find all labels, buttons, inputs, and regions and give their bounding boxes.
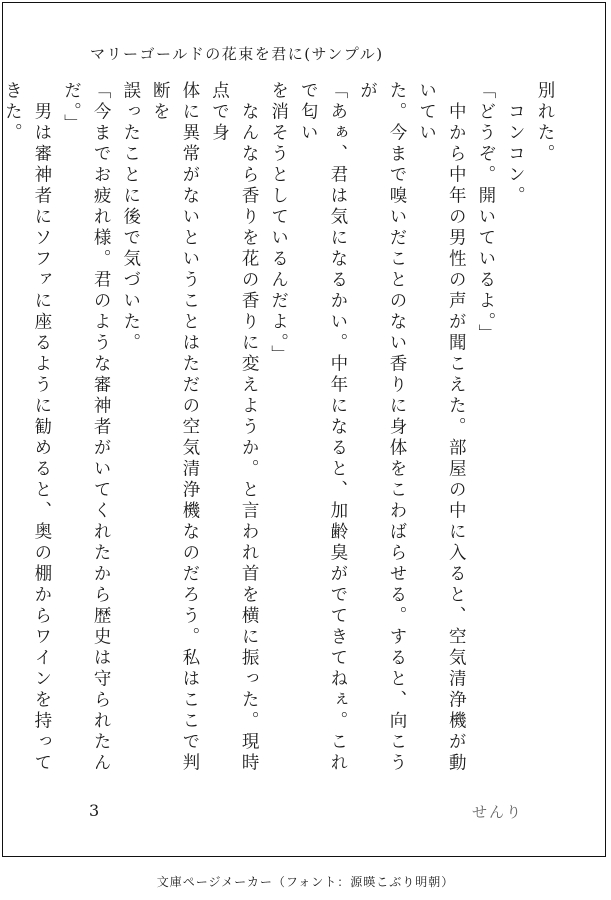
running-header-title: マリーゴールドの花束を君に(サンプル)	[90, 45, 384, 63]
text-line-4: 中から中年の男性の声が聞こえた。部屋の中に入ると、空気清浄機が動いてい	[416, 81, 467, 774]
page-number: 3	[89, 801, 100, 820]
text-line-2: コンコン。	[505, 81, 526, 207]
text-line-11: 「今までお疲れ様。君のような審神者がいてくれたから歴史は守られたんだ。」	[61, 81, 112, 774]
vertical-body-text	[2, 81, 559, 781]
text-line-1: 別れた。	[535, 81, 555, 165]
text-line-10: 誤ったことに後で気づいた。	[120, 81, 141, 354]
text-line-3: 「どうぞ。開いているよ。」	[475, 81, 496, 346]
page-frame	[2, 2, 606, 857]
text-line-6: 「あぁ、君は気になるかい。中年になると、加齢臭がでてきてねぇ。これで匂い	[298, 81, 348, 774]
text-line-9: 体に異常がないということはただの空気清浄機なのだろう。私はここで判断を	[150, 81, 200, 774]
text-line-8: なんなら香りを花の香りに変えようか。と言われ首を横に振った。現時点で身	[209, 81, 260, 774]
text-line-7: を消そうとしているんだよ。」	[268, 81, 289, 367]
author-name: せんり	[471, 803, 523, 821]
text-line-12: 男は審神者にソファに座るように勧めると、奥の棚からワインを持ってきた。	[2, 81, 52, 774]
text-line-5: た。今まで嗅いだことのない香りに身体をこわばらせる。すると、向こうが	[357, 81, 408, 774]
footer-credit: 文庫ページメーカー（フォント：源暎こぶり明朝）	[156, 875, 455, 889]
